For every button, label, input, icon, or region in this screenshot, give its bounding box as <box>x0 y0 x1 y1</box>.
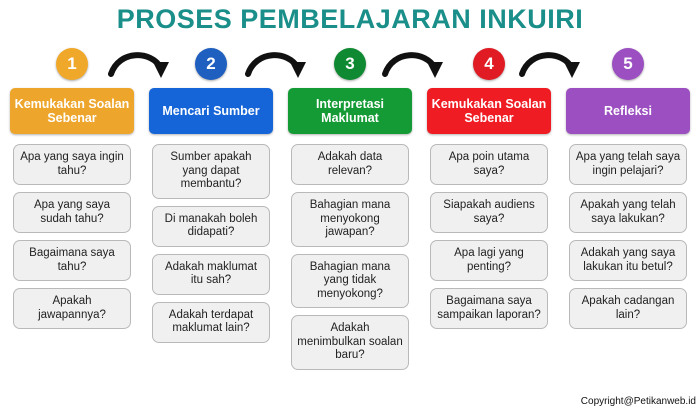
question-list-3 <box>288 144 412 370</box>
question-item: Bagaimana saya tahu? <box>13 240 131 281</box>
step-header-2: Mencari Sumber <box>149 88 273 134</box>
question-item: Adakah data relevan? <box>291 144 409 185</box>
question-item: Apakah cadangan lain? <box>569 288 687 329</box>
question-item: Bahagian mana yang tidak menyokong? <box>291 254 409 309</box>
question-list-2 <box>149 144 273 343</box>
step-number-badge-5: 5 <box>612 48 644 80</box>
question-item: Apakah jawapannya? <box>13 288 131 329</box>
step-number-badge-4: 4 <box>473 48 505 80</box>
question-item: Apa yang telah saya ingin pelajari? <box>569 144 687 185</box>
step-number-badge-2: 2 <box>195 48 227 80</box>
question-item: Adakah maklumat itu sah? <box>152 254 270 295</box>
question-item: Apakah yang telah saya lakukan? <box>569 192 687 233</box>
process-columns <box>8 48 692 370</box>
process-step-2 <box>147 48 275 370</box>
process-step-4 <box>425 48 553 370</box>
process-step-5 <box>564 48 692 370</box>
question-item: Bahagian mana menyokong jawapan? <box>291 192 409 247</box>
question-item: Apa poin utama saya? <box>430 144 548 185</box>
question-item: Adakah menimbulkan soalan baru? <box>291 315 409 370</box>
question-list-1 <box>10 144 134 329</box>
copyright-watermark: Copyright@Petikanweb.id <box>580 396 696 407</box>
step-header-3: Interpretasi Maklumat <box>288 88 412 134</box>
question-item: Di manakah boleh didapati? <box>152 206 270 247</box>
question-list-5 <box>566 144 690 329</box>
question-item: Adakah yang saya lakukan itu betul? <box>569 240 687 281</box>
process-step-1 <box>8 48 136 370</box>
step-header-1: Kemukakan Soalan Sebenar <box>10 88 134 134</box>
question-item: Bagaimana saya sampaikan laporan? <box>430 288 548 329</box>
question-item: Siapakah audiens saya? <box>430 192 548 233</box>
step-number-badge-1: 1 <box>56 48 88 80</box>
step-number-badge-3: 3 <box>334 48 366 80</box>
step-header-5: Refleksi <box>566 88 690 134</box>
question-item: Apa yang saya sudah tahu? <box>13 192 131 233</box>
question-item: Apa lagi yang penting? <box>430 240 548 281</box>
question-item: Apa yang saya ingin tahu? <box>13 144 131 185</box>
process-step-3 <box>286 48 414 370</box>
question-item: Sumber apakah yang dapat membantu? <box>152 144 270 199</box>
page-title: PROSES PEMBELAJARAN INKUIRI <box>116 4 584 34</box>
question-list-4 <box>427 144 551 329</box>
step-header-4: Kemukakan Soalan Sebenar <box>427 88 551 134</box>
question-item: Adakah terdapat maklumat lain? <box>152 302 270 343</box>
